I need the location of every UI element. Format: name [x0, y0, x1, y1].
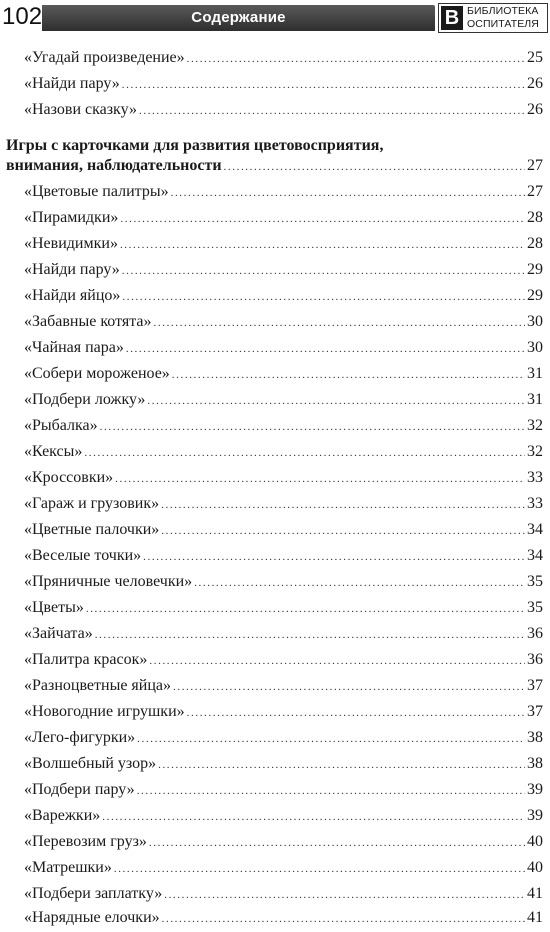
toc-entry [24, 855, 543, 881]
toc-entry-page: 35 [527, 599, 543, 616]
dot-leader [95, 622, 525, 648]
section-heading: Игры с карточками для развития цветовосприятия, [6, 137, 384, 154]
toc-entry-page: 37 [527, 677, 543, 694]
toc-entry-title: «Лего-фигурки» [24, 729, 136, 746]
toc-entry-title: «Новогодние игрушки» [24, 703, 185, 720]
toc-entry-page: 31 [527, 391, 543, 408]
toc-entry [24, 283, 543, 309]
toc-entry-title: «Кроссовки» [24, 469, 114, 486]
toc-entry-title: «Подбери ложку» [24, 391, 146, 408]
toc-entry-title: «Чайная пара» [24, 339, 124, 356]
header-title: Содержание [191, 9, 286, 26]
toc-entry-title: «Найди яйцо» [24, 287, 121, 304]
toc-entry-page: 34 [527, 521, 543, 538]
dot-leader [158, 752, 525, 778]
toc-entry-page: 28 [527, 209, 543, 226]
toc-entry-title: «Угадай произведение» [24, 49, 185, 66]
toc-entry-title: «Веселые точки» [24, 547, 142, 564]
toc-entry [24, 387, 543, 413]
toc-entry-page: 37 [527, 703, 543, 720]
toc-entry-page: 40 [527, 859, 543, 876]
series-logo-line1: БИБЛИОТЕКА [467, 5, 539, 17]
toc-entry [24, 439, 543, 465]
toc-entry [24, 569, 543, 595]
toc-entry-title: «Подбери пару» [24, 781, 135, 798]
series-logo-letter: B [441, 6, 463, 30]
toc-entry-page: 26 [527, 75, 543, 92]
page-header [0, 0, 550, 34]
dot-leader [120, 232, 525, 258]
toc-entry [24, 335, 543, 361]
toc-entry-title: «Пряничные человечки» [24, 573, 193, 590]
toc-entry-page: 29 [527, 287, 543, 304]
toc-entry [24, 881, 543, 907]
series-logo-line2: ОСПИТАТЕЛЯ [467, 18, 539, 30]
dot-leader [224, 154, 525, 180]
toc-entry-title: «Собери мороженое» [24, 365, 170, 382]
dot-leader [149, 648, 525, 674]
toc-entry-page: 41 [527, 885, 543, 902]
toc-entry [24, 673, 543, 699]
dot-leader [137, 778, 525, 804]
toc-entry-title: «Кексы» [24, 443, 83, 460]
toc-entry [24, 777, 543, 803]
dot-leader [122, 72, 525, 98]
toc-entry-title: «Палитра красок» [24, 651, 148, 668]
dot-leader [100, 414, 525, 440]
toc-entry [24, 413, 543, 439]
dot-leader [173, 674, 525, 700]
toc-entry [24, 829, 543, 855]
toc-entry-page: 36 [527, 651, 543, 668]
dot-leader [122, 258, 525, 284]
toc-entry-page: 32 [527, 443, 543, 460]
dot-leader [154, 310, 525, 336]
toc-entry-title: «Цветы» [24, 599, 84, 616]
toc-entry-page: 40 [527, 833, 543, 850]
toc-entry [24, 905, 543, 931]
toc-entry-page: 35 [527, 573, 543, 590]
dot-leader [187, 46, 525, 72]
toc-entry [24, 97, 543, 123]
toc-entry-title: «Варежки» [24, 807, 101, 824]
toc-entry [24, 205, 543, 231]
toc-entry-title: «Матрешки» [24, 859, 112, 876]
toc-entry-title: «Найди пару» [24, 75, 120, 92]
toc-entry-page: 30 [527, 339, 543, 356]
toc-entry [24, 71, 543, 97]
dot-leader [126, 336, 525, 362]
toc-entry-page: 27 [527, 183, 543, 200]
series-logo-text [467, 5, 547, 31]
toc-entry [24, 465, 543, 491]
dot-leader [120, 206, 525, 232]
toc-entry-page: 26 [527, 101, 543, 118]
section-heading-entry [6, 153, 543, 179]
dot-leader [194, 570, 525, 596]
toc-entry-page: 27 [527, 157, 543, 174]
toc-entry-title: «Подбери заплатку» [24, 885, 163, 902]
toc-entry-page: 30 [527, 313, 543, 330]
toc-entry-title: «Цветовые палитры» [24, 183, 169, 200]
toc-entry-page: 33 [527, 469, 543, 486]
page-number: 102 [2, 3, 43, 30]
dot-leader [139, 98, 525, 124]
toc-entry-title: «Гараж и грузовик» [24, 495, 160, 512]
dot-leader [172, 362, 525, 388]
toc-entry [24, 647, 543, 673]
dot-leader [147, 388, 525, 414]
dot-leader [161, 518, 525, 544]
toc-entry [24, 803, 543, 829]
toc-entry-page: 25 [527, 49, 543, 66]
dot-leader [115, 466, 525, 492]
dot-leader [162, 906, 525, 932]
series-logo [438, 3, 548, 33]
toc-entry [24, 725, 543, 751]
dot-leader [171, 180, 525, 206]
toc-entry-title: «Невидимки» [24, 235, 118, 252]
section-heading-line2: внимания, наблюдательности [6, 157, 222, 174]
toc-entry [24, 621, 543, 647]
dot-leader [122, 284, 525, 310]
toc-entry-page: 38 [527, 755, 543, 772]
toc-entry-title: «Нарядные елочки» [24, 909, 160, 926]
toc-entry [24, 751, 543, 777]
toc-entry [24, 257, 543, 283]
toc-entry-page: 28 [527, 235, 543, 252]
toc-entry-page: 29 [527, 261, 543, 278]
toc-entry-title: «Пирамидки» [24, 209, 119, 226]
toc-entry-title: «Забавные котята» [24, 313, 152, 330]
toc-entry [24, 45, 543, 71]
dot-leader [86, 596, 525, 622]
toc-entry-page: 31 [527, 365, 543, 382]
toc-entry-title: «Найди пару» [24, 261, 120, 278]
toc-entry-title: «Цветные палочки» [24, 521, 160, 538]
toc-entry-title: «Рыбалка» [24, 417, 98, 434]
toc-entry-page: 38 [527, 729, 543, 746]
toc-entry [24, 361, 543, 387]
toc-entry-page: 39 [527, 807, 543, 824]
dot-leader [84, 440, 525, 466]
toc-entry-title: «Назови сказку» [24, 101, 137, 118]
toc-entry [24, 699, 543, 725]
toc-entry [24, 543, 543, 569]
toc-entry-title: «Волшебный узор» [24, 755, 157, 772]
toc-entry-title: «Разноцветные яйца» [24, 677, 171, 694]
toc-entry-page: 33 [527, 495, 543, 512]
dot-leader [161, 492, 525, 518]
dot-leader [102, 804, 525, 830]
header-band [42, 5, 435, 31]
toc-entry-title: «Перевозим груз» [24, 833, 147, 850]
toc-entry [24, 231, 543, 257]
dot-leader [187, 700, 525, 726]
dot-leader [137, 726, 525, 752]
toc-entry [24, 179, 543, 205]
toc-entry-page: 32 [527, 417, 543, 434]
toc-entry-page: 36 [527, 625, 543, 642]
dot-leader [149, 830, 525, 856]
dot-leader [114, 856, 525, 882]
toc-entry-title: «Зайчата» [24, 625, 93, 642]
dot-leader [143, 544, 525, 570]
toc-entry [24, 595, 543, 621]
toc-entry-page: 39 [527, 781, 543, 798]
toc-entry-page: 41 [527, 909, 543, 926]
toc-entry [24, 491, 543, 517]
toc-entry [24, 309, 543, 335]
toc-entry-page: 34 [527, 547, 543, 564]
toc-entry [24, 517, 543, 543]
